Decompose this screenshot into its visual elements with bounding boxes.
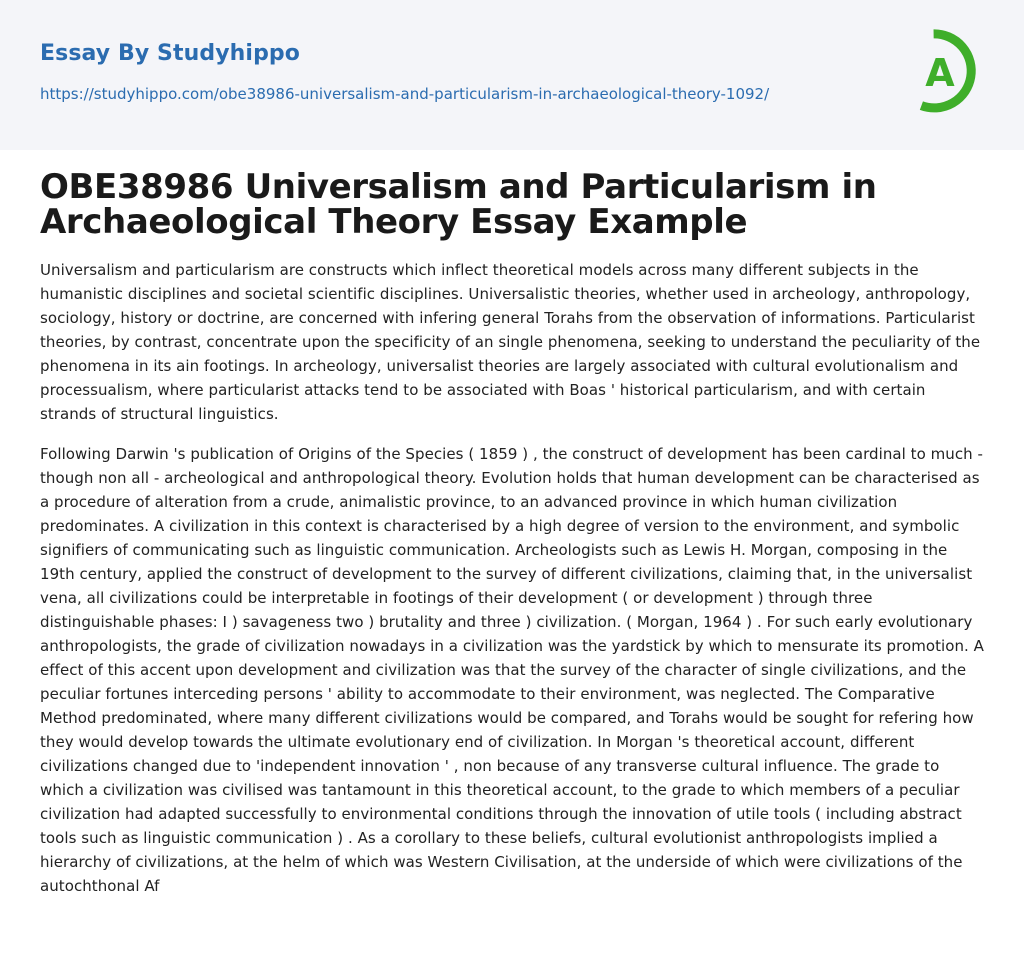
- source-url-link[interactable]: https://studyhippo.com/obe38986-universalism-and-particularism-in-archaeological-theory-1092/: [40, 85, 770, 103]
- site-brand[interactable]: Essay By Studyhippo: [40, 41, 300, 66]
- studyhippo-logo-icon[interactable]: [906, 28, 986, 116]
- site-header: [0, 0, 1024, 150]
- article-title: OBE38986 Universalism and Particularism in Archaeological Theory Essay Example: [40, 167, 877, 242]
- article-paragraph-2: Following Darwin 's publication of Origins of the Species ( 1859 ) , the construct of development has been cardinal to much - though non all - archeological and anthropological theory. Evolution holds that human development can be characterised as a procedure of alteration from a crude, animalistic province, to an advanced province in which human civilization predominates. A civilization in this context is characterised by a high degree of version to the environment, and symbolic signifiers of communicating such as linguistic communication. Archeologists such as Lewis H. Morgan, composing in the 19th century, applied the construct of development to the survey of different civilizations, claiming that, in the universalist vena, all civilizations could be interpretable in footings of their development ( or development ) through three distinguishable phases: I ) savageness two ) brutality and three ) civilization. ( Morgan, 1964 ) . For such early evolutionary anthropologists, the grade of civilization nowadays in a civilization was the yardstick by which to mensurate its promotion. A effect of this accent upon development and civilization was that the survey of the character of single civilizations, and the peculiar fortunes interceding persons ' ability to accommodate to their environment, was neglected. The Comparative Method predominated, where many different civilizations would be compared, and Torahs would be sought for refering how they would develop towards the ultimate evolutionary end of civilization. In Morgan 's theoretical account, different civilizations changed due to 'independent innovation ' , non because of any transverse cultural influence. The grade to which a civilization was civilised was tantamount in this theoretical account, to the grade to which members of a peculiar civilization had adapted successfully to environmental conditions through the innovation of utile tools ( including abstract tools such as linguistic communication ) . As a corollary to these beliefs, cultural evolutionist anthropologists implied a hierarchy of civilizations, at the helm of which was Western Civilisation, at the underside of which were civilizations of the autochthonal Af: [40, 445, 984, 895]
- article: [40, 167, 984, 898]
- logo-letter: A: [925, 51, 955, 95]
- article-paragraph-1: Universalism and particularism are constructs which inflect theoretical models across many different subjects in the humanistic disciplines and societal scientific disciplines. Universalistic theories, whether used in archeology, anthropology, sociology, history or doctrine, are concerned with infering general Torahs from the observation of informations. Particularist theories, by contrast, concentrate upon the specificity of an single phenomena, seeking to understand the peculiarity of the phenomena in its ain footings. In archeology, universalist theories are largely associated with cultural evolutionalism and processualism, where particularist attacks tend to be associated with Boas ' historical particularism, and with certain strands of structural linguistics.: [40, 261, 981, 423]
